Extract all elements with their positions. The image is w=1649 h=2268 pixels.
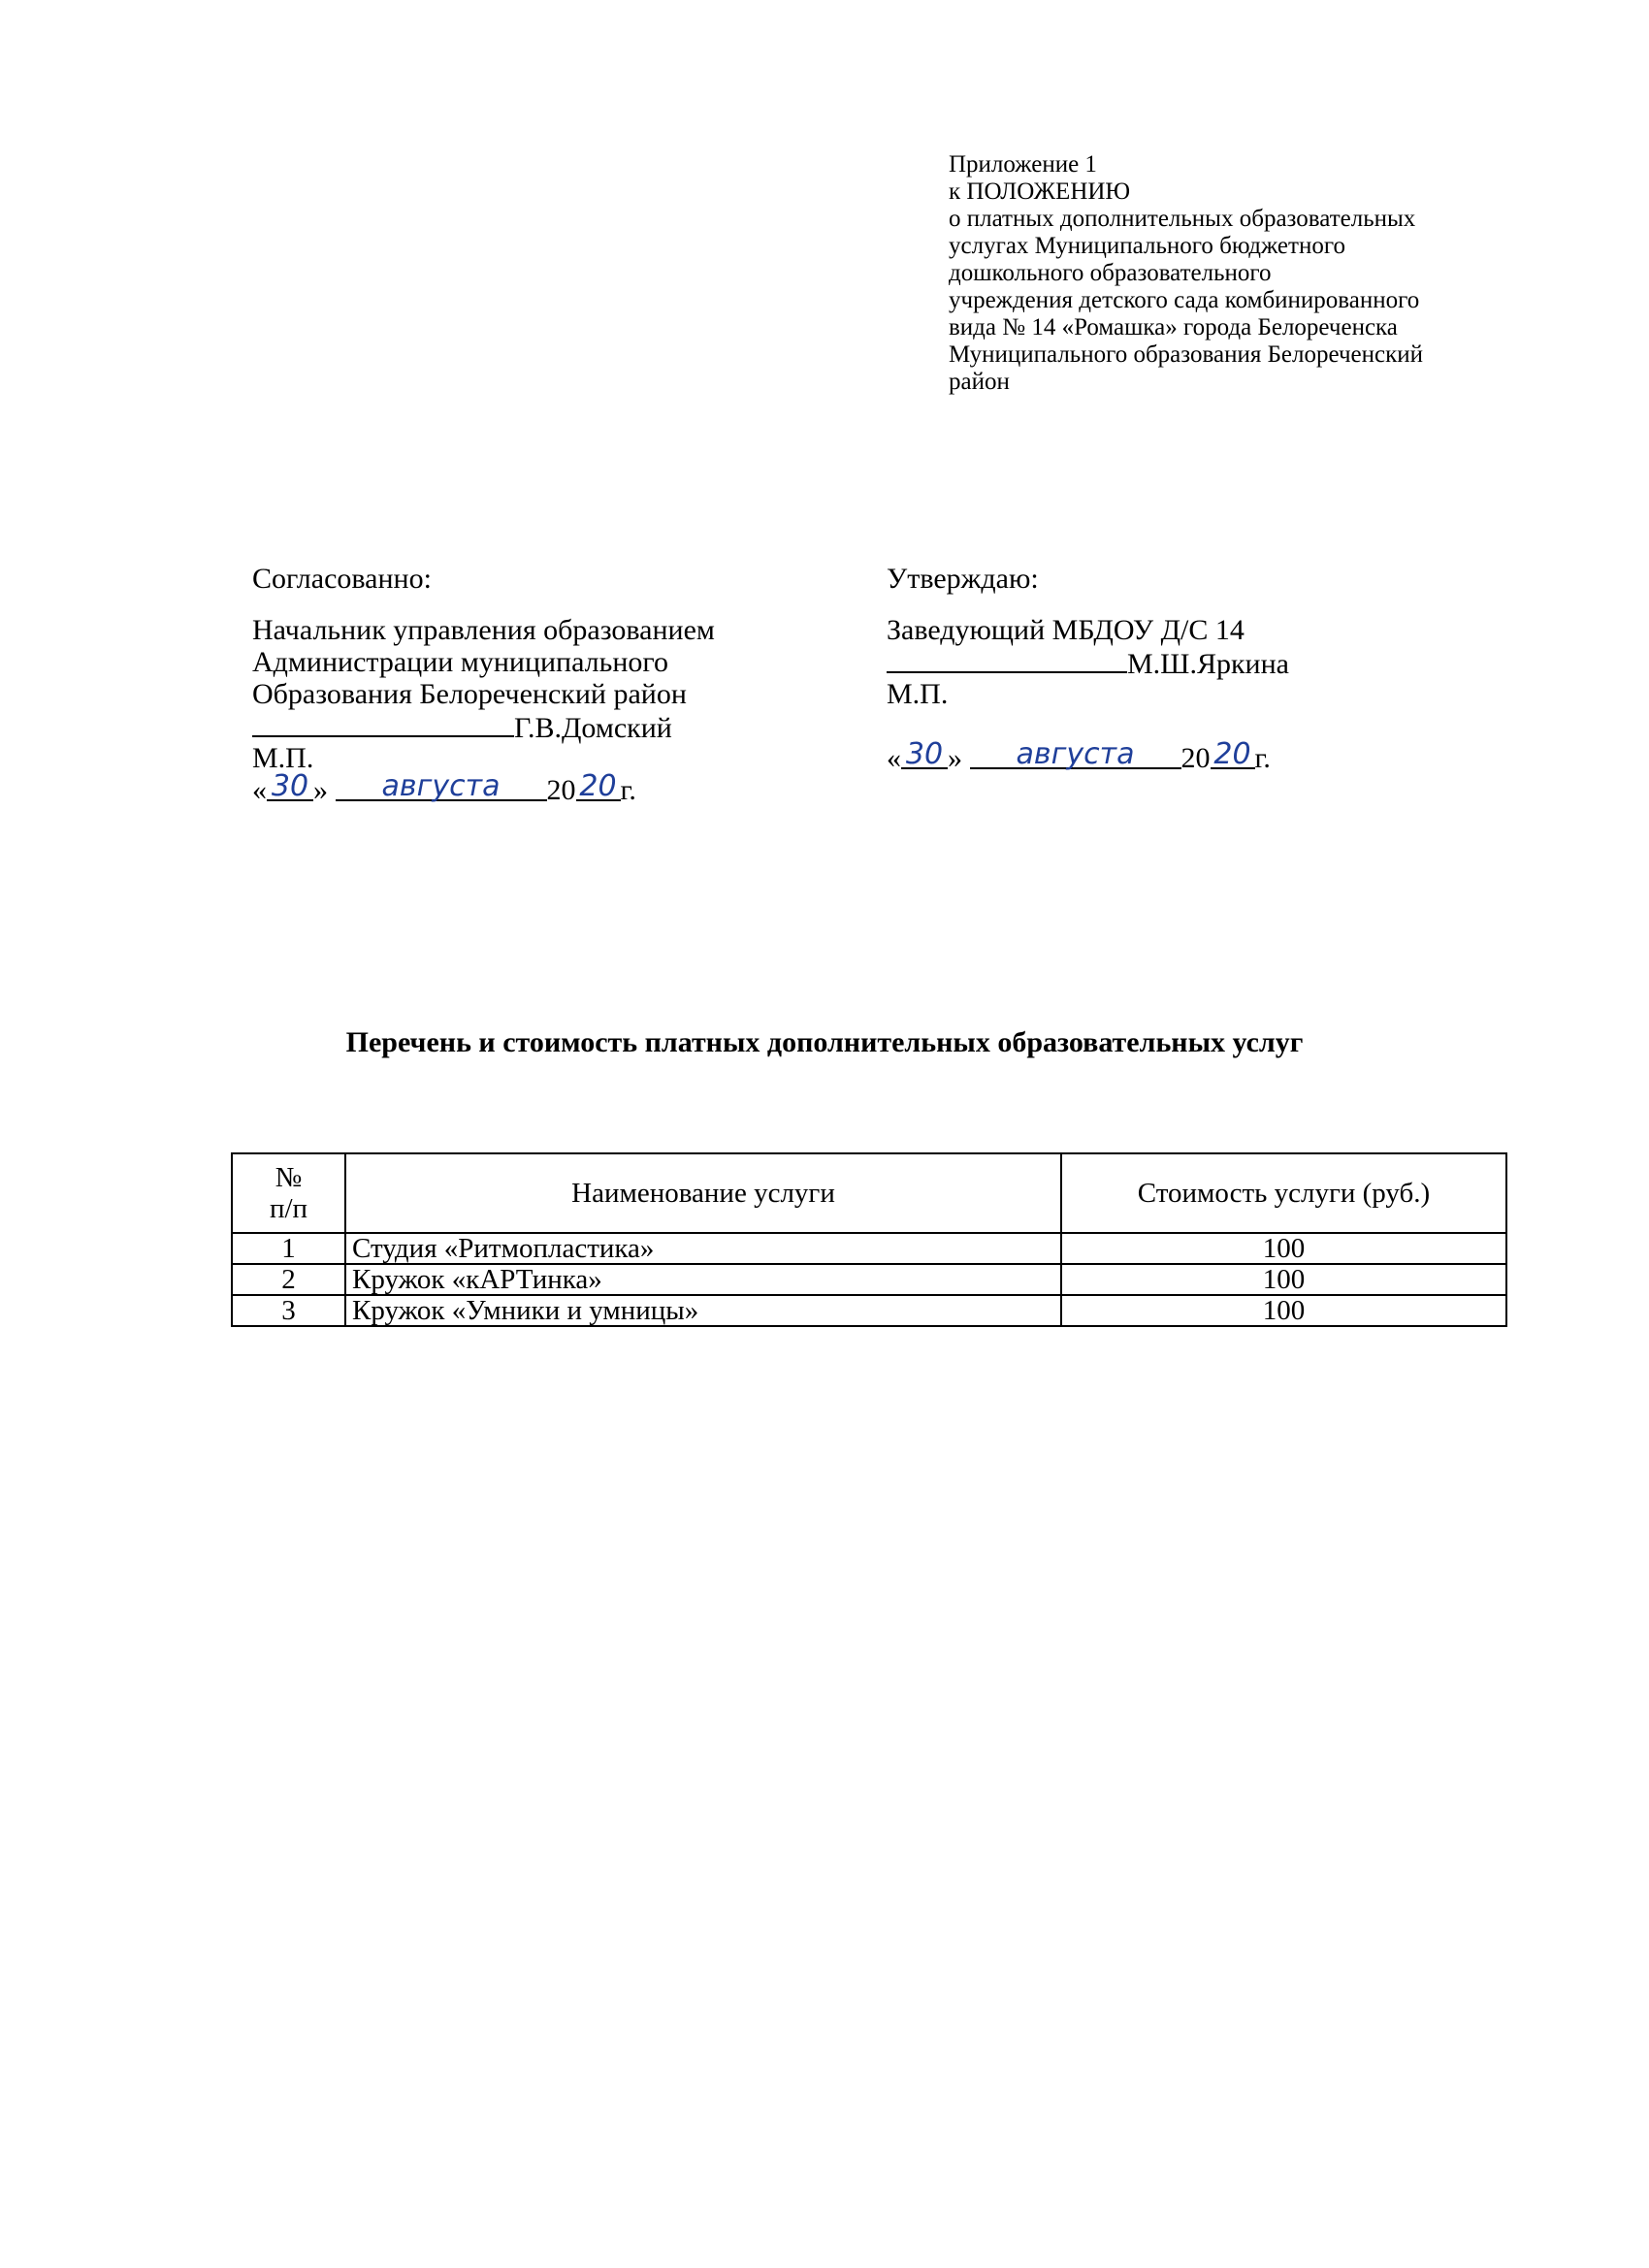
appendix-line: услугах Муниципального бюджетного [949,233,1345,259]
signatory-name: М.Ш.Яркина [1127,648,1289,680]
header-number-abbr: п/п [269,1193,308,1224]
approval-date [887,737,1430,774]
date-year-abbr: г. [1254,742,1271,774]
signature-blank [887,646,1127,673]
service-cost: 100 [1061,1295,1506,1326]
appendix-line: район [949,369,1010,395]
date-day-field [901,737,948,771]
approval-position-line: Начальник управления образованием [252,614,715,646]
service-name: Кружок «Умники и умницы» [345,1295,1061,1326]
date-month: августа [1016,737,1135,771]
service-name: Студия «Ритмопластика» [345,1233,1061,1264]
approval-agreed-block [252,563,795,806]
signature-line [887,646,1430,678]
signature-blank [252,710,514,737]
approval-heading: Согласованно: [252,563,432,595]
table-header-row [232,1153,1506,1233]
appendix-line: вида № 14 «Ромашка» города Белореченска [949,314,1398,340]
appendix-line: о платных дополнительных образовательных [949,206,1416,232]
signatory-name: Г.В.Домский [514,712,672,744]
date-quote-open: « [887,742,901,774]
stamp-place-label: М.П. [887,678,949,710]
table-row [232,1264,1506,1295]
service-cost: 100 [1061,1233,1506,1264]
stamp-place-label: М.П. [252,742,314,774]
column-header-name: Наименование услуги [345,1153,1061,1233]
date-day-field [267,769,313,803]
row-number: 2 [232,1264,345,1295]
date-year-prefix: 20 [546,774,576,806]
row-number: 3 [232,1295,345,1326]
date-year-suffix: 20 [579,769,617,803]
table-row [232,1295,1506,1326]
date-day: 30 [271,769,309,803]
date-quote-open: « [252,774,267,806]
appendix-header [949,151,1511,396]
date-month-field [970,737,1181,771]
appendix-line: Муниципального образования Белореченский [949,341,1424,368]
approval-heading: Утверждаю: [887,563,1039,595]
approval-approved-block [887,563,1430,774]
signature-line [252,710,795,742]
document-title: Перечень и стоимость платных дополнительных образовательных услуг [345,1026,1304,1058]
service-cost: 100 [1061,1264,1506,1295]
approval-position-line: Заведующий МБДОУ Д/С 14 [887,614,1245,646]
date-year-prefix: 20 [1180,742,1211,774]
date-month: августа [381,769,501,803]
services-table [231,1152,1507,1327]
column-header-number [232,1153,345,1233]
date-year-field [1211,737,1255,771]
date-month-field [336,769,547,803]
approval-position-line: Образования Белореченский район [252,678,687,710]
approval-position-line: Администрации муниципального [252,646,668,678]
column-header-cost: Стоимость услуги (руб.) [1061,1153,1506,1233]
appendix-line: к ПОЛОЖЕНИЮ [949,178,1131,205]
appendix-line: учреждения детского сада комбинированного [949,287,1420,313]
date-year-suffix: 20 [1213,737,1251,771]
appendix-line: дошкольного образовательного [949,260,1272,286]
date-day: 30 [905,737,944,771]
appendix-line: Приложение 1 [949,151,1097,178]
date-year-field [576,769,621,803]
date-quote-close: » [948,742,962,774]
date-quote-close: » [313,774,328,806]
row-number: 1 [232,1233,345,1264]
date-year-abbr: г. [620,774,636,806]
service-name: Кружок «кАРТинка» [345,1264,1061,1295]
approval-date [252,769,795,806]
table-row [232,1233,1506,1264]
header-number-symbol: № [275,1162,303,1193]
